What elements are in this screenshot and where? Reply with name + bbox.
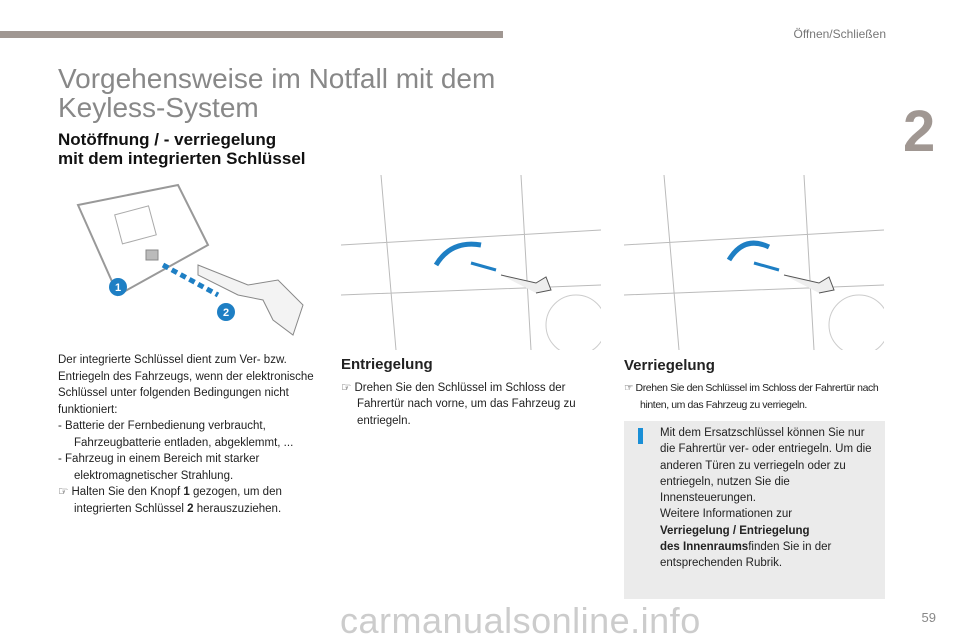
- subtitle-line: Notöffnung / - verriegelung: [58, 130, 277, 149]
- subtitle: [58, 130, 358, 168]
- step-text: ☞ Drehen Sie den Schlüssel im Schloss der Fahrertür nach vorne, um das Fahrzeug zu entriegeln.: [341, 381, 576, 427]
- subtitle-line: mit dem integrierten Schlüssel: [58, 149, 306, 168]
- list-item: - Batterie der Fernbedienung verbraucht, Fahrzeugbatterie entladen, abgeklemmt, ...: [58, 420, 294, 449]
- page-title: Vorgehensweise im Notfall mit dem Keyless-System: [58, 63, 496, 123]
- left-column: [58, 352, 320, 517]
- info-text: Mit dem Ersatzschlüssel können Sie nur die Fahrertür ver- oder entriegeln. Um die anderen Türen zu verriegeln oder zu entriegeln, nutzen Sie die Innensteuerungen. Weitere Informationen zur Verriegelung / Entriegelung des Innenraumsfinden Sie in der entsprechenden Rubrik.: [660, 427, 872, 570]
- door-lock-illustration: [624, 175, 884, 350]
- door-unlock-illustration: [341, 175, 601, 350]
- info-icon: [638, 428, 643, 444]
- intro-text: Der integrierte Schlüssel dient zum Ver- bzw. Entriegeln des Fahrzeugs, wenn der elektronische Schlüssel unter folgenden Bedingungen nicht funktioniert:: [58, 354, 314, 416]
- section-heading: Verriegelung: [624, 357, 715, 374]
- page-number: 59: [921, 610, 936, 625]
- list-item: - Fahrzeug in einem Bereich mit starker elektromagnetischer Strahlung.: [58, 453, 260, 482]
- entriegelung-section: [341, 357, 603, 429]
- watermark: carmanualsonline.info: [340, 600, 701, 641]
- verriegelung-section: [624, 357, 886, 413]
- callout-label: 1: [114, 282, 122, 294]
- chapter-number: 2: [903, 99, 936, 164]
- step-text: ☞ Drehen Sie den Schlüssel im Schloss der Fahrertür nach hinten, um das Fahrzeug zu verriegeln.: [624, 382, 879, 411]
- section-title: Öffnen/Schließen: [793, 27, 886, 41]
- key-illustration: [58, 175, 323, 350]
- info-box: [624, 421, 885, 599]
- header-bar: [0, 31, 503, 38]
- section-heading: Entriegelung: [341, 356, 433, 373]
- callout-label: 2: [222, 307, 230, 319]
- step-text: ☞ Halten Sie den Knopf 1 gezogen, um den integrierten Schlüssel 2 herauszuziehen.: [58, 486, 282, 515]
